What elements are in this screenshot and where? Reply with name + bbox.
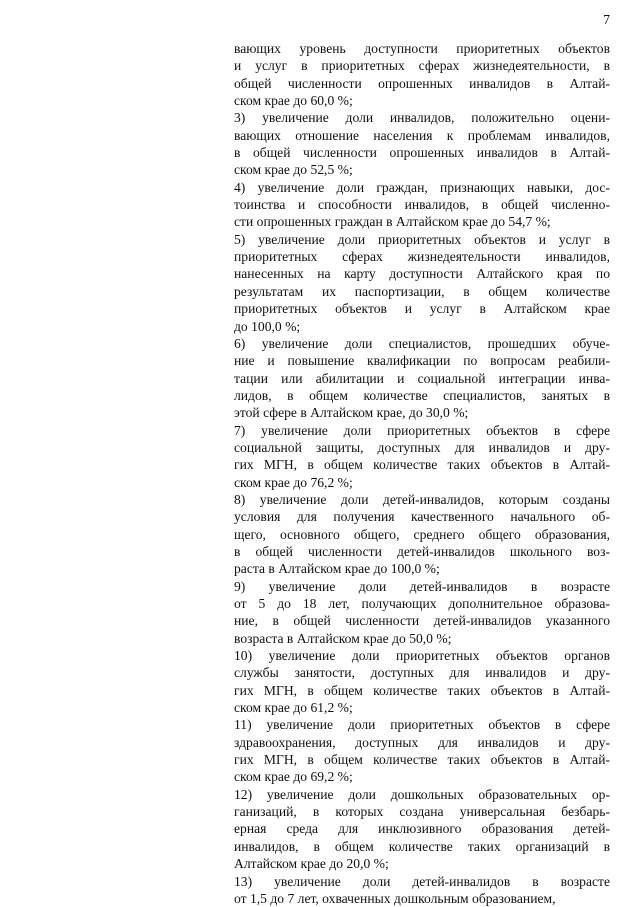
text-line: до 100,0 %; <box>234 318 610 335</box>
text-line: ганизаций, в которых создана универсальная безбарь- <box>234 803 610 820</box>
text-line: общей численности опрошенных инвалидов в Алтай- <box>234 75 610 92</box>
text-line: ском крае до 52,5 %; <box>234 161 610 178</box>
text-line: приоритетных объектов и услуг в Алтайском крае <box>234 300 610 317</box>
paragraph <box>234 40 610 109</box>
document-body <box>234 40 610 907</box>
text-line: 12) увеличение доли дошкольных образовательных ор- <box>234 786 610 803</box>
text-line: лидов, в общем количестве специалистов, занятых в <box>234 387 610 404</box>
text-line: службы занятости, доступных для инвалидов и дру- <box>234 664 610 681</box>
paragraph <box>234 647 610 716</box>
text-line: гих МГН, в общем количестве таких объектов в Алтай- <box>234 682 610 699</box>
text-line: 13) увеличение доли детей-инвалидов в возрасте <box>234 873 610 890</box>
text-line: 3) увеличение доли инвалидов, положительно оцени- <box>234 109 610 126</box>
text-line: социальной защиты, доступных для инвалидов и дру- <box>234 439 610 456</box>
text-line: тоинства и способности инвалидов, в общей численно- <box>234 196 610 213</box>
text-line: ском крае до 60,0 %; <box>234 92 610 109</box>
paragraph <box>234 578 610 647</box>
paragraph <box>234 231 610 335</box>
text-line: ском крае до 61,2 %; <box>234 699 610 716</box>
paragraph <box>234 179 610 231</box>
text-line: раста в Алтайском крае до 100,0 %; <box>234 560 610 577</box>
paragraph <box>234 109 610 178</box>
text-line: нанесенных на карту доступности Алтайского края по <box>234 265 610 282</box>
text-line: 5) увеличение доли приоритетных объектов и услуг в <box>234 231 610 248</box>
text-line: вающих отношение населения к проблемам инвалидов, <box>234 127 610 144</box>
text-line: условия для получения качественного начального об- <box>234 508 610 525</box>
text-line: Алтайском крае до 20,0 %; <box>234 855 610 872</box>
text-line: ние и повышение квалификации по вопросам реабили- <box>234 352 610 369</box>
text-line: 7) увеличение доли приоритетных объектов в сфере <box>234 422 610 439</box>
text-line: и услуг в приоритетных сферах жизнедеятельности, в <box>234 57 610 74</box>
text-line: вающих уровень доступности приоритетных объектов <box>234 40 610 57</box>
text-line: возраста в Алтайском крае до 50,0 %; <box>234 630 610 647</box>
text-line: от 5 до 18 лет, получающих дополнительное образова- <box>234 595 610 612</box>
text-line: ском крае до 69,2 %; <box>234 768 610 785</box>
text-line: ние, в общей численности детей-инвалидов указанного <box>234 612 610 629</box>
paragraph <box>234 786 610 873</box>
text-line: гих МГН, в общем количестве таких объектов в Алтай- <box>234 751 610 768</box>
text-line: здравоохранения, доступных для инвалидов и дру- <box>234 734 610 751</box>
paragraph <box>234 335 610 422</box>
text-line: 8) увеличение доли детей-инвалидов, которым созданы <box>234 491 610 508</box>
paragraph <box>234 716 610 785</box>
text-line: 9) увеличение доли детей-инвалидов в возрасте <box>234 578 610 595</box>
text-line: ерная среда для инклюзивного образования детей- <box>234 820 610 837</box>
text-line: щего, основного общего, среднего общего образования, <box>234 526 610 543</box>
text-line: 6) увеличение доли специалистов, прошедших обуче- <box>234 335 610 352</box>
page-number: 7 <box>590 12 610 28</box>
paragraph <box>234 491 610 578</box>
text-line: в общей численности опрошенных инвалидов в Алтай- <box>234 144 610 161</box>
text-line: гих МГН, в общем количестве таких объектов в Алтай- <box>234 456 610 473</box>
text-line: 4) увеличение доли граждан, признающих навыки, дос- <box>234 179 610 196</box>
text-line: от 1,5 до 7 лет, охваченных дошкольным образованием, <box>234 890 610 907</box>
text-line: инвалидов, в общем количестве таких организаций в <box>234 838 610 855</box>
text-line: этой сфере в Алтайском крае, до 30,0 %; <box>234 404 610 421</box>
text-line: ском крае до 76,2 %; <box>234 474 610 491</box>
text-line: в общей численности детей-инвалидов школьного воз- <box>234 543 610 560</box>
text-line: результатам их паспортизации, в общем количестве <box>234 283 610 300</box>
text-line: 11) увеличение доли приоритетных объектов в сфере <box>234 716 610 733</box>
text-line: тации или абилитации и социальной интеграции инва- <box>234 370 610 387</box>
text-line: 10) увеличение доли приоритетных объектов органов <box>234 647 610 664</box>
paragraph <box>234 422 610 491</box>
text-line: сти опрошенных граждан в Алтайском крае до 54,7 %; <box>234 213 610 230</box>
paragraph <box>234 873 610 907</box>
text-line: приоритетных сферах жизнедеятельности инвалидов, <box>234 248 610 265</box>
